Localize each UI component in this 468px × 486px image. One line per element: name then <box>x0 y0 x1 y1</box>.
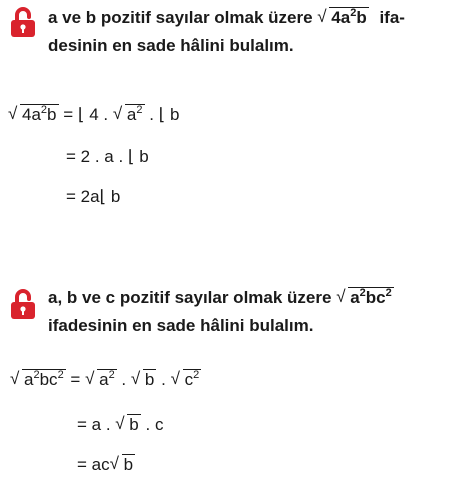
solution-step-1: √ $4a^2b$ = ⌊ 4 . √ $a^2$ . ⌊ b <box>8 103 180 127</box>
lock-icon <box>10 6 36 38</box>
prompt-line-2: desinin en sade hâlini bulalım. <box>48 36 294 55</box>
solution-step-2: = 2 . a . ⌊ b <box>66 147 149 166</box>
example-1 <box>0 0 468 240</box>
prompt-radical: √ $4a^2b$ <box>319 4 368 32</box>
example-1-prompt <box>48 4 460 60</box>
prompt-text-cont: ifa- <box>379 8 405 27</box>
prompt-text: a ve b pozitif sayılar olmak üzere <box>48 8 313 27</box>
solution-step-3: = 2a⌊ b <box>66 187 121 206</box>
lock-icon <box>10 288 36 320</box>
prompt-line-2: ifadesinin en sade hâlini bulalım. <box>48 316 314 335</box>
solution-step-3: = ac√ b <box>77 453 135 477</box>
example-2-prompt <box>48 284 460 340</box>
solution-step-2: = a . √ b . c <box>77 413 163 437</box>
solution-step-1: √ $a^2bc^2$ = √ $a^2$ . √ b . √ $c^2$ <box>10 368 201 392</box>
example-2 <box>0 280 468 486</box>
prompt-text: a, b ve c pozitif sayılar olmak üzere <box>48 288 332 307</box>
prompt-radical: √ $a^2bc^2$ <box>338 284 394 312</box>
